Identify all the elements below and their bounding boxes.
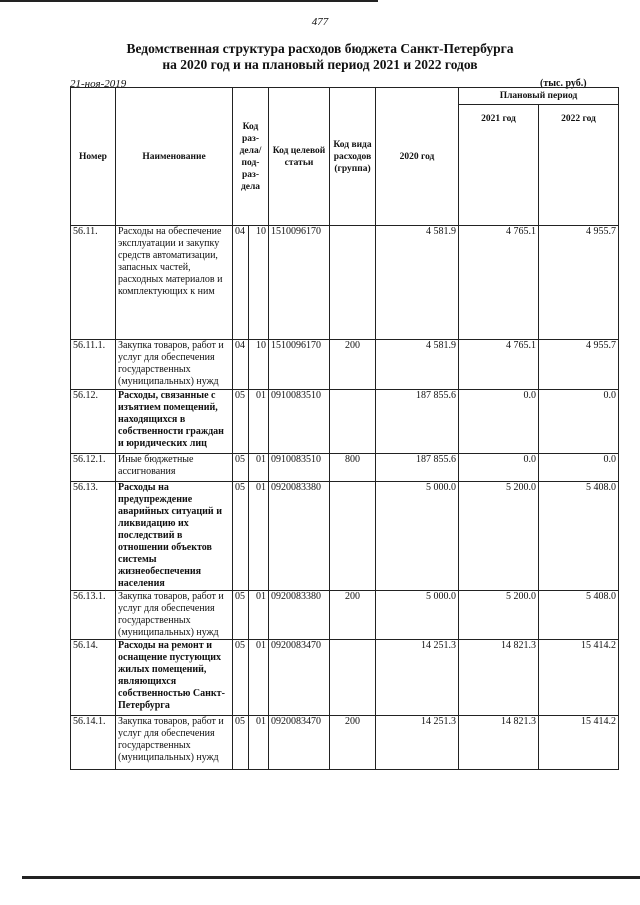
row-name: Закупка товаров, работ и услуг для обеспечения государственных (муниципальных) нужд: [116, 340, 233, 390]
row-name: Закупка товаров, работ и услуг для обеспечения государственных (муниципальных) нужд: [116, 716, 233, 770]
header-year-2021: 2021 год: [459, 105, 539, 226]
row-amount-2022: 15 414.2: [539, 716, 619, 770]
row-subsection-code: 10: [249, 226, 269, 340]
row-section-code: 05: [233, 640, 249, 716]
row-section-code: 05: [233, 591, 249, 640]
budget-table: [70, 87, 619, 770]
row-amount-2022: 15 414.2: [539, 640, 619, 716]
row-number: 56.11.1.: [71, 340, 116, 390]
table-row: [71, 454, 619, 482]
page-number: 477: [311, 16, 329, 28]
row-number: 56.14.: [71, 640, 116, 716]
row-section-code: 04: [233, 226, 249, 340]
row-subsection-code: 01: [249, 716, 269, 770]
row-amount-2021: 14 821.3: [459, 640, 539, 716]
row-expense-type: [330, 640, 376, 716]
row-amount-2022: 0.0: [539, 454, 619, 482]
row-amount-2020: 14 251.3: [376, 640, 459, 716]
row-subsection-code: 10: [249, 340, 269, 390]
row-number: 56.13.1.: [71, 591, 116, 640]
table-row: [71, 591, 619, 640]
row-section-code: 05: [233, 454, 249, 482]
row-subsection-code: 01: [249, 591, 269, 640]
row-target-code: 0910083510: [269, 390, 330, 454]
row-amount-2022: 4 955.7: [539, 226, 619, 340]
title-line-1: Ведомственная структура расходов бюджета Санкт-Петербурга: [126, 41, 514, 56]
document-title: [0, 41, 640, 73]
row-name: Расходы, связанные с изъятием помещений, находящихся в собственности граждан и юридических лиц: [116, 390, 233, 454]
table-row: [71, 640, 619, 716]
row-section-code: 04: [233, 340, 249, 390]
row-subsection-code: 01: [249, 640, 269, 716]
row-target-code: 0920083470: [269, 640, 330, 716]
row-amount-2020: 187 855.6: [376, 390, 459, 454]
title-line-2: на 2020 год и на плановый период 2021 и 2022 годов: [162, 57, 478, 72]
row-amount-2020: 187 855.6: [376, 454, 459, 482]
row-expense-type: 200: [330, 340, 376, 390]
row-amount-2022: 5 408.0: [539, 482, 619, 591]
table-row: [71, 340, 619, 390]
table-row: [71, 226, 619, 340]
header-section-code: Код раз- дела/ под- раз- дела: [233, 88, 269, 226]
header-target-code: Код целевой статьи: [269, 88, 330, 226]
row-target-code: 0920083380: [269, 482, 330, 591]
row-amount-2021: 0.0: [459, 390, 539, 454]
row-subsection-code: 01: [249, 482, 269, 591]
row-amount-2020: 4 581.9: [376, 340, 459, 390]
row-number: 56.14.1.: [71, 716, 116, 770]
row-name: Расходы на ремонт и оснащение пустующих жилых помещений, являющихся собственностью Санкт-Петербурга: [116, 640, 233, 716]
row-section-code: 05: [233, 390, 249, 454]
header-year-2022: 2022 год: [539, 105, 619, 226]
row-expense-type: [330, 390, 376, 454]
row-number: 56.11.: [71, 226, 116, 340]
row-amount-2020: 14 251.3: [376, 716, 459, 770]
row-target-code: 0910083510: [269, 454, 330, 482]
row-amount-2020: 4 581.9: [376, 226, 459, 340]
row-name: Расходы на предупреждение аварийных ситуаций и ликвидацию их последствий в отношении объектов системы жизнеобеспечения населения: [116, 482, 233, 591]
row-target-code: 0920083470: [269, 716, 330, 770]
row-amount-2021: 14 821.3: [459, 716, 539, 770]
header-planned-period: Плановый период: [459, 88, 619, 105]
row-subsection-code: 01: [249, 454, 269, 482]
header-year-2020: 2020 год: [376, 88, 459, 226]
row-amount-2021: 0.0: [459, 454, 539, 482]
row-target-code: 1510096170: [269, 226, 330, 340]
document-date: 21-ноя-2019: [70, 78, 127, 90]
header-number: Номер: [71, 88, 116, 226]
row-number: 56.13.: [71, 482, 116, 591]
row-subsection-code: 01: [249, 390, 269, 454]
header-expense-type-code: Код вида расходов (группа): [330, 88, 376, 226]
table-row: [71, 390, 619, 454]
row-section-code: 05: [233, 716, 249, 770]
row-number: 56.12.: [71, 390, 116, 454]
top-rule: [0, 0, 378, 2]
table-body: [71, 226, 619, 770]
row-amount-2020: 5 000.0: [376, 591, 459, 640]
row-name: Иные бюджетные ассигнования: [116, 454, 233, 482]
row-amount-2022: 4 955.7: [539, 340, 619, 390]
row-amount-2022: 0.0: [539, 390, 619, 454]
row-number: 56.12.1.: [71, 454, 116, 482]
units-label: (тыс. руб.): [540, 78, 587, 89]
row-expense-type: [330, 226, 376, 340]
row-amount-2022: 5 408.0: [539, 591, 619, 640]
row-amount-2021: 4 765.1: [459, 340, 539, 390]
row-amount-2020: 5 000.0: [376, 482, 459, 591]
row-expense-type: [330, 482, 376, 591]
row-name: Закупка товаров, работ и услуг для обеспечения государственных (муниципальных) нужд: [116, 591, 233, 640]
row-target-code: 1510096170: [269, 340, 330, 390]
row-amount-2021: 5 200.0: [459, 591, 539, 640]
row-expense-type: 200: [330, 591, 376, 640]
row-expense-type: 200: [330, 716, 376, 770]
row-name: Расходы на обеспечение эксплуатации и закупку средств автоматизации, запасных частей, расходных материалов и комплектующих к ним: [116, 226, 233, 340]
row-amount-2021: 4 765.1: [459, 226, 539, 340]
table-row: [71, 482, 619, 591]
row-target-code: 0920083380: [269, 591, 330, 640]
row-expense-type: 800: [330, 454, 376, 482]
row-section-code: 05: [233, 482, 249, 591]
header-name: Наименование: [116, 88, 233, 226]
bottom-rule: [22, 876, 640, 879]
table-row: [71, 716, 619, 770]
row-amount-2021: 5 200.0: [459, 482, 539, 591]
